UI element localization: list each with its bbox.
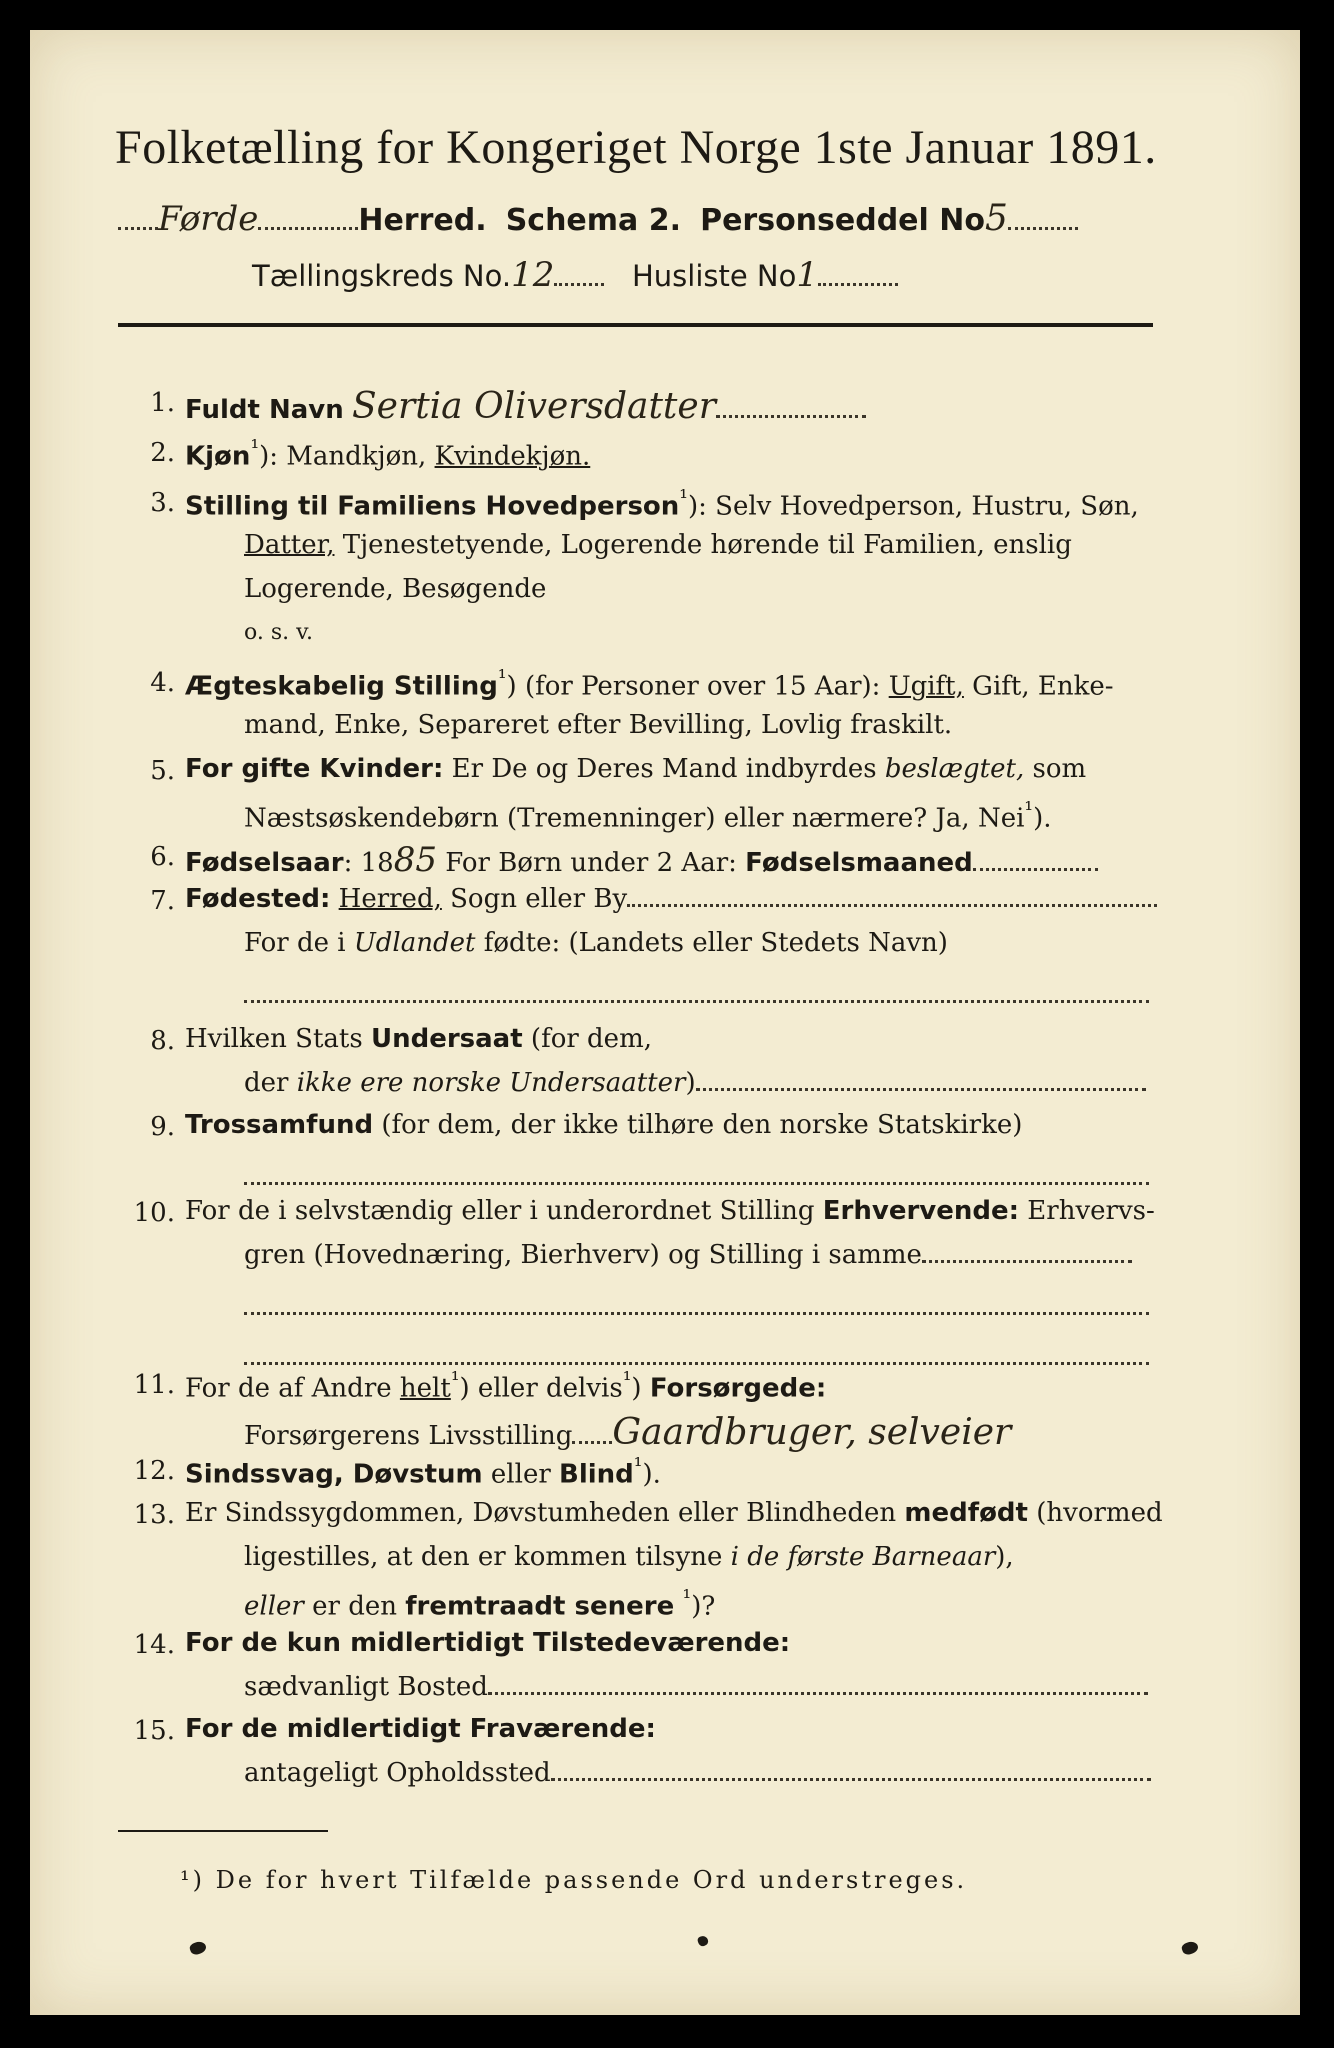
field-1-value: Sertia Oliversdatter <box>352 386 716 427</box>
field-12-text: eller <box>482 1459 560 1490</box>
husliste-value: 1 <box>796 255 819 295</box>
field-2-text: ): Mandkjøn, <box>259 441 435 472</box>
field-13-number: 13. <box>133 1500 175 1530</box>
field-1-row <box>185 386 866 427</box>
field-8-text-1b: (for dem, <box>522 1024 652 1054</box>
field-12-label: Sindssvag, Døvstum <box>185 1459 483 1490</box>
field-7-text-2a: For de i <box>244 928 354 958</box>
field-5-text-2: Næstsøskendebørn (Tremenninger) eller nærmere? Ja, Nei <box>244 803 1025 834</box>
field-12-bold: Blind <box>559 1459 634 1490</box>
field-5-text-1b: som <box>1024 754 1087 784</box>
field-7-blank-line <box>244 988 1149 1007</box>
field-1-number: 1. <box>150 388 175 418</box>
taellingskreds-value: 12 <box>511 255 555 295</box>
personseddel-label: Personseddel No <box>700 203 985 238</box>
footnote-mark: ¹) <box>180 1866 205 1894</box>
field-13-text-1b: (hvormed <box>1027 1498 1163 1528</box>
field-7-number: 7. <box>150 886 175 916</box>
field-11-text-1a: For de af Andre <box>185 1373 400 1404</box>
field-1-label: Fuldt Navn <box>185 395 344 425</box>
field-11-number: 11. <box>133 1370 175 1400</box>
field-12-number: 12. <box>133 1456 175 1486</box>
field-10-row-1 <box>185 1196 1155 1226</box>
field-15-row-2 <box>244 1758 1151 1788</box>
footnote-rule <box>118 1830 328 1832</box>
field-13-text-1a: Er Sindssygdommen, Døvstumheden eller Blindheden <box>185 1498 905 1528</box>
field-13-bold-2: fremtraadt senere <box>405 1591 675 1622</box>
field-10-bold: Erhvervende: <box>822 1196 1020 1226</box>
field-11-sup-2: ¹ <box>622 1368 632 1393</box>
field-9-number: 9. <box>150 1112 175 1142</box>
field-7-row-2 <box>244 928 948 958</box>
field-10-blank-line-2 <box>244 1350 1149 1369</box>
field-4-number: 4. <box>150 668 175 698</box>
field-14-label: For de kun midlertidigt Tilstedeværende: <box>185 1628 791 1658</box>
field-10-number: 10. <box>133 1198 175 1228</box>
header-rule <box>118 323 1153 327</box>
field-8-number: 8. <box>150 1026 175 1056</box>
field-9-label: Trossamfund <box>185 1110 374 1140</box>
field-3-text-1: ): Selv Hovedperson, Hustru, Søn, <box>687 491 1139 522</box>
field-6-prefix: : 18 <box>343 848 394 878</box>
field-14-text: sædvanligt Bosted <box>244 1672 488 1702</box>
field-8-text-2a: der <box>244 1068 297 1098</box>
ink-blot-left <box>188 1940 207 1957</box>
taellingskreds-label: Tællingskreds No. <box>252 259 512 293</box>
field-4-text-1b: Gift, Enke- <box>963 671 1114 702</box>
field-13-italic-2: eller <box>244 1591 304 1622</box>
field-15-text: antageligt Opholdssted <box>244 1758 551 1788</box>
field-5-italic: beslægtet, <box>884 754 1025 784</box>
field-10-text-2: gren (Hovednæring, Bierhverv) og Stilling i samme <box>244 1240 922 1270</box>
field-14-number: 14. <box>133 1630 175 1660</box>
field-6-number: 6. <box>150 842 175 872</box>
field-13-row-3 <box>244 1586 715 1622</box>
census-form-sheet <box>30 30 1300 2015</box>
herred-label: Herred. <box>358 203 487 238</box>
field-14-row-2 <box>244 1672 1148 1702</box>
field-6-label: Fødselsaar <box>185 848 344 878</box>
field-13-text-3b: )? <box>691 1591 716 1622</box>
field-4-text-2: mand, Enke, Separeret efter Bevilling, Lovlig fraskilt. <box>244 710 953 740</box>
footnote-text: De for hvert Tilfælde passende Ord understreges. <box>215 1866 968 1894</box>
field-9-blank-line <box>244 1170 1149 1189</box>
field-11-row-1: For de af Andre helt$^{^1}$) eller delvis$^{^1}$) Forsørgede: <box>185 1368 827 1404</box>
field-8-row-2: der ikke ere norske Undersaatter) <box>244 1068 1146 1098</box>
field-7-label: Fødested: <box>185 884 331 914</box>
field-15-label: For de midlertidigt Fraværende: <box>185 1714 656 1744</box>
field-7-option-underlined: Herred, <box>338 884 442 914</box>
field-8-bold: Undersaat <box>370 1024 523 1054</box>
field-3-text-2: Tjenestetyende, Logerende hørende til Familien, enslig <box>334 530 1072 560</box>
field-3-sup: ¹ <box>679 486 688 511</box>
field-7-row-1 <box>185 884 1157 914</box>
field-10-blank-line-1 <box>244 1300 1149 1319</box>
field-6-value: 85 <box>393 840 437 880</box>
field-10-text-1b: Erhvervs- <box>1019 1196 1155 1226</box>
herred-line <box>118 198 1078 239</box>
field-6-text: For Børn under 2 Aar: <box>436 848 746 878</box>
field-13-row-2 <box>244 1542 1014 1572</box>
field-10-row-2 <box>244 1240 1132 1270</box>
field-11-text-2: Forsørgerens Livsstilling <box>244 1421 573 1451</box>
field-9-text: (for dem, der ikke tilhøre den norske Statskirke) <box>373 1110 1023 1140</box>
field-5-row-2: Næstsøskendebørn (Tremenninger) eller nærmere? Ja, Nei$^{^1}$). <box>244 798 1052 834</box>
field-5-text-1: Er De og Deres Mand indbyrdes <box>443 754 885 784</box>
field-2-number: 2. <box>150 438 175 468</box>
field-3-number: 3. <box>150 488 175 518</box>
field-11-sup-1: ¹ <box>450 1368 460 1393</box>
field-3-row-1 <box>185 486 1139 522</box>
husliste-label: Husliste No <box>631 259 797 293</box>
field-13-row-1 <box>185 1498 1163 1528</box>
field-5-number: 5. <box>150 756 175 786</box>
field-3-text-3: Logerende, Besøgende <box>244 574 547 604</box>
ink-blot-center <box>697 1935 710 1948</box>
field-11-option-underlined: helt <box>399 1373 451 1404</box>
field-3-label: Stilling til Familiens Hovedperson <box>185 491 680 522</box>
field-2-sup: ¹ <box>250 436 260 461</box>
footnote <box>180 1866 967 1894</box>
field-10-text-1a: For de i selvstændig eller i underordnet Stilling <box>185 1196 823 1226</box>
field-3-option-underlined: Datter, <box>244 530 335 560</box>
field-11-row-2 <box>244 1412 1011 1453</box>
field-7-text-2b: fødte: (Landets eller Stedets Navn) <box>475 928 948 958</box>
field-13-sup: ¹ <box>682 1586 692 1611</box>
field-8-text-1a: Hvilken Stats <box>185 1024 371 1054</box>
field-4-option-underlined: Ugift, <box>888 671 964 702</box>
field-8-row-1 <box>185 1024 652 1054</box>
field-13-bold: medfødt <box>904 1498 1028 1528</box>
field-2-label: Kjøn <box>185 441 251 472</box>
schema-label: Schema 2. <box>505 203 681 238</box>
field-11-text-1b: ) eller delvis <box>459 1373 623 1404</box>
field-13-italic: i de første Barneaar <box>730 1542 996 1572</box>
field-2-option-underlined: Kvindekjøn. <box>434 441 591 472</box>
field-11-value: Gaardbruger, selveier <box>612 1412 1012 1453</box>
field-6-row <box>185 840 1098 880</box>
field-4-label: Ægteskabelig Stilling <box>185 671 498 702</box>
field-7-italic: Udlandet <box>353 928 476 958</box>
form-title: Folketælling for Kongeriget Norge 1ste Januar 1891. <box>115 121 1157 174</box>
field-11-bold: Forsørgede: <box>649 1373 827 1404</box>
field-12-sup: ¹ <box>633 1454 643 1479</box>
field-4-row-1 <box>185 666 1114 702</box>
field-7-text: Sogn eller By <box>441 884 628 914</box>
field-4-sup: ¹ <box>497 666 507 691</box>
field-15-number: 15. <box>133 1716 175 1746</box>
field-2-row <box>185 436 590 472</box>
field-5-row-1 <box>185 754 1086 784</box>
field-5-label: For gifte Kvinder: <box>185 754 444 784</box>
taellingskreds-line <box>252 255 898 295</box>
personseddel-value: 5 <box>984 198 1008 239</box>
field-8-italic: ikke ere norske Undersaatter <box>296 1068 686 1098</box>
field-6-bold: Fødselsmaaned <box>745 848 973 878</box>
field-13-text-2a: ligestilles, at den er kommen tilsyne <box>244 1542 731 1572</box>
field-3-text-4: o. s. v. <box>244 620 313 645</box>
field-5-sup: ¹ <box>1024 798 1034 823</box>
field-12-row: Sindssvag, Døvstum eller Blind$^{^1}$). <box>185 1454 661 1490</box>
ink-blot-right <box>1180 1940 1199 1957</box>
field-3-row-2 <box>244 530 1072 560</box>
field-13-text-2b: ), <box>995 1542 1014 1572</box>
field-4-text-1: ) (for Personer over 15 Aar): <box>506 671 889 702</box>
field-13-text-3a: er den <box>303 1591 406 1622</box>
field-9-row <box>185 1110 1022 1140</box>
herred-value: Førde <box>158 199 259 239</box>
